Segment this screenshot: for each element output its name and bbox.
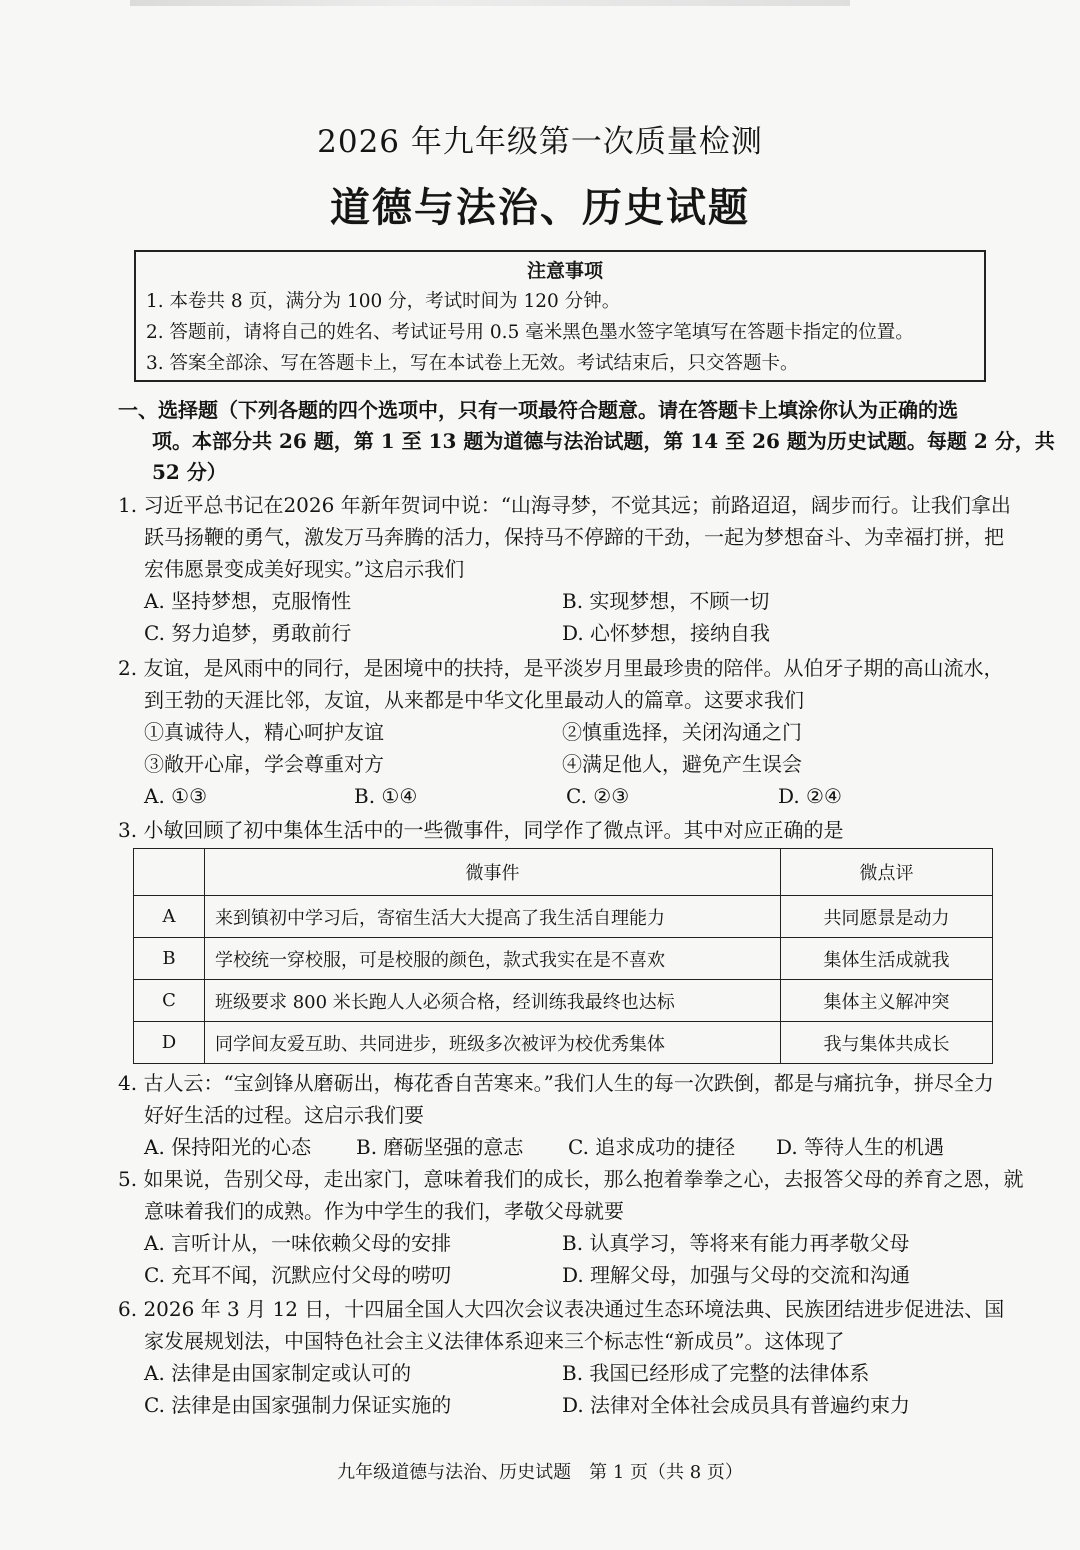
table-header-row [134,849,993,896]
table-header [134,849,205,896]
option-row [118,617,1008,649]
question-stem: 家发展规划法，中国特色社会主义法律体系迎来三个标志性“新成员”。这体现了 [144,1329,845,1353]
option-c: C. ②③ [566,784,630,808]
row-event: 来到镇初中学习后，寄宿生活大大提高了我生活自理能力 [205,896,781,938]
question-stem: 跃马扬鞭的勇气，激发万马奔腾的活力，保持马不停蹄的干劲，一起为梦想奋斗、为幸福打拼，把 [144,525,1004,549]
question-stem: 意味着我们的成熟。作为中学生的我们，孝敬父母就要 [144,1199,624,1223]
micro-events-table [133,848,993,1064]
section-line: 一、选择题（下列各题的四个选项中，只有一项最符合题意。请在答题卡上填涂你认为正确的选 [118,398,958,422]
table-row [134,1022,993,1064]
option-b: B. 磨砺坚强的意志 [356,1135,524,1159]
table-row [134,938,993,980]
option-d: D. 理解父母，加强与父母的交流和沟通 [562,1263,911,1287]
option-d: D. 法律对全体社会成员具有普遍约束力 [562,1393,911,1417]
section-heading [118,395,1055,488]
option-d: D. 心怀梦想，接纳自我 [562,621,771,645]
notice-item: 1. 本卷共 8 页，满分为 100 分，考试时间为 120 分钟。 [146,291,621,312]
option-c: C. 追求成功的捷径 [568,1135,736,1159]
row-label: A [134,896,205,938]
statement-2: ②慎重选择，关闭沟通之门 [562,720,802,744]
statement-3: ③敞开心扉，学会尊重对方 [144,752,384,776]
option-row [118,1131,1008,1163]
option-a: A. 保持阳光的心态 [144,1135,312,1159]
row-comment: 集体主义解冲突 [781,980,993,1022]
question-stem: 好好生活的过程。这启示我们要 [144,1103,424,1127]
row-event: 同学间友爱互助、共同进步，班级多次被评为校优秀集体 [205,1022,781,1064]
option-c: C. 努力追梦，勇敢前行 [144,621,352,645]
question-4 [118,1067,1008,1163]
row-comment: 共同愿景是动力 [781,896,993,938]
option-b: B. 实现梦想，不顾一切 [562,589,770,613]
question-2 [118,652,1008,812]
option-row [118,1357,1008,1389]
statement-row [118,748,1008,780]
row-label: B [134,938,205,980]
statement-1: ①真诚待人，精心呵护友谊 [144,720,384,744]
question-3 [118,814,1008,846]
question-stem: 5. 如果说，告别父母，走出家门，意味着我们的成长，那么抱着拳拳之心，去报答父母的养育之恩，就 [118,1167,1024,1191]
option-a: A. 坚持梦想，克服惰性 [144,589,352,613]
row-label: D [134,1022,205,1064]
question-stem: 2. 友谊，是风雨中的同行，是困境中的扶持，是平淡岁月里最珍贵的陪伴。从伯牙子期的高山流水， [118,656,1004,680]
option-a: A. ①③ [144,784,208,808]
question-5 [118,1163,1024,1291]
row-comment: 集体生活成就我 [781,938,993,980]
exam-title: 道德与法治、历史试题 [330,184,750,231]
option-d: D. ②④ [778,784,842,808]
question-stem: 6. 2026 年 3 月 12 日，十四届全国人大四次会议表决通过生态环境法典、民族团结进步促进法、国 [118,1297,1005,1321]
row-label: C [134,980,205,1022]
option-a: A. 言听计从，一味依赖父母的安排 [144,1231,452,1255]
statement-4: ④满足他人，避免产生误会 [562,752,802,776]
option-row [118,780,1008,812]
question-stem: 4. 古人云：“宝剑锋从磨砺出，梅花香自苦寒来。”我们人生的每一次跌倒，都是与痛抗争，拼尽全力 [118,1071,994,1095]
question-stem: 3. 小敏回顾了初中集体生活中的一些微事件，同学作了微点评。其中对应正确的是 [118,818,844,842]
row-event: 学校统一穿校服，可是校服的颜色，款式我实在是不喜欢 [205,938,781,980]
option-row [118,1389,1008,1421]
statement-row [118,716,1008,748]
table-header: 微事件 [205,849,781,896]
option-c: C. 充耳不闻，沉默应付父母的唠叨 [144,1263,452,1287]
option-d: D. 等待人生的机遇 [776,1135,945,1159]
option-b: B. 我国已经形成了完整的法律体系 [562,1361,870,1385]
option-row [118,1259,1008,1291]
option-c: C. 法律是由国家强制力保证实施的 [144,1393,452,1417]
option-row [118,585,1008,617]
notice-item: 2. 答题前，请将自己的姓名、考试证号用 0.5 毫米黑色墨水签字笔填写在答题卡指定的位置。 [146,322,914,343]
question-6 [118,1293,1008,1421]
table-header: 微点评 [781,849,993,896]
option-b: B. ①④ [354,784,418,808]
question-stem: 宏伟愿景变成美好现实。”这启示我们 [144,557,465,581]
option-a: A. 法律是由国家制定或认可的 [144,1361,412,1385]
question-stem: 1. 习近平总书记在2026 年新年贺词中说：“山海寻梦，不觉其远；前路迢迢，阔步而行。让我们拿出 [118,493,1011,517]
section-line: 52 分） [152,460,227,484]
question-1 [118,489,1011,649]
option-b: B. 认真学习，等将来有能力再孝敬父母 [562,1231,910,1255]
table-row [134,896,993,938]
notice-title: 注意事项 [526,260,603,282]
row-event: 班级要求 800 米长跑人人必须合格，经训练我最终也达标 [205,980,781,1022]
section-line: 项。本部分共 26 题，第 1 至 13 题为道德与法治试题，第 14 至 26 题为历史试题。每题 2 分，共 [152,429,1055,453]
question-stem: 到王勃的天涯比邻，友谊，从来都是中华文化里最动人的篇章。这要求我们 [144,688,804,712]
exam-subtitle: 2026 年九年级第一次质量检测 [317,124,763,160]
option-row [118,1227,1008,1259]
notice-item: 3. 答案全部涂、写在答题卡上，写在本试卷上无效。考试结束后，只交答题卡。 [146,353,799,374]
row-comment: 我与集体共成长 [781,1022,993,1064]
page-footer: 九年级道德与法治、历史试题 第 1 页（共 8 页） [337,1462,743,1483]
table-row [134,980,993,1022]
notice-box [134,250,986,382]
